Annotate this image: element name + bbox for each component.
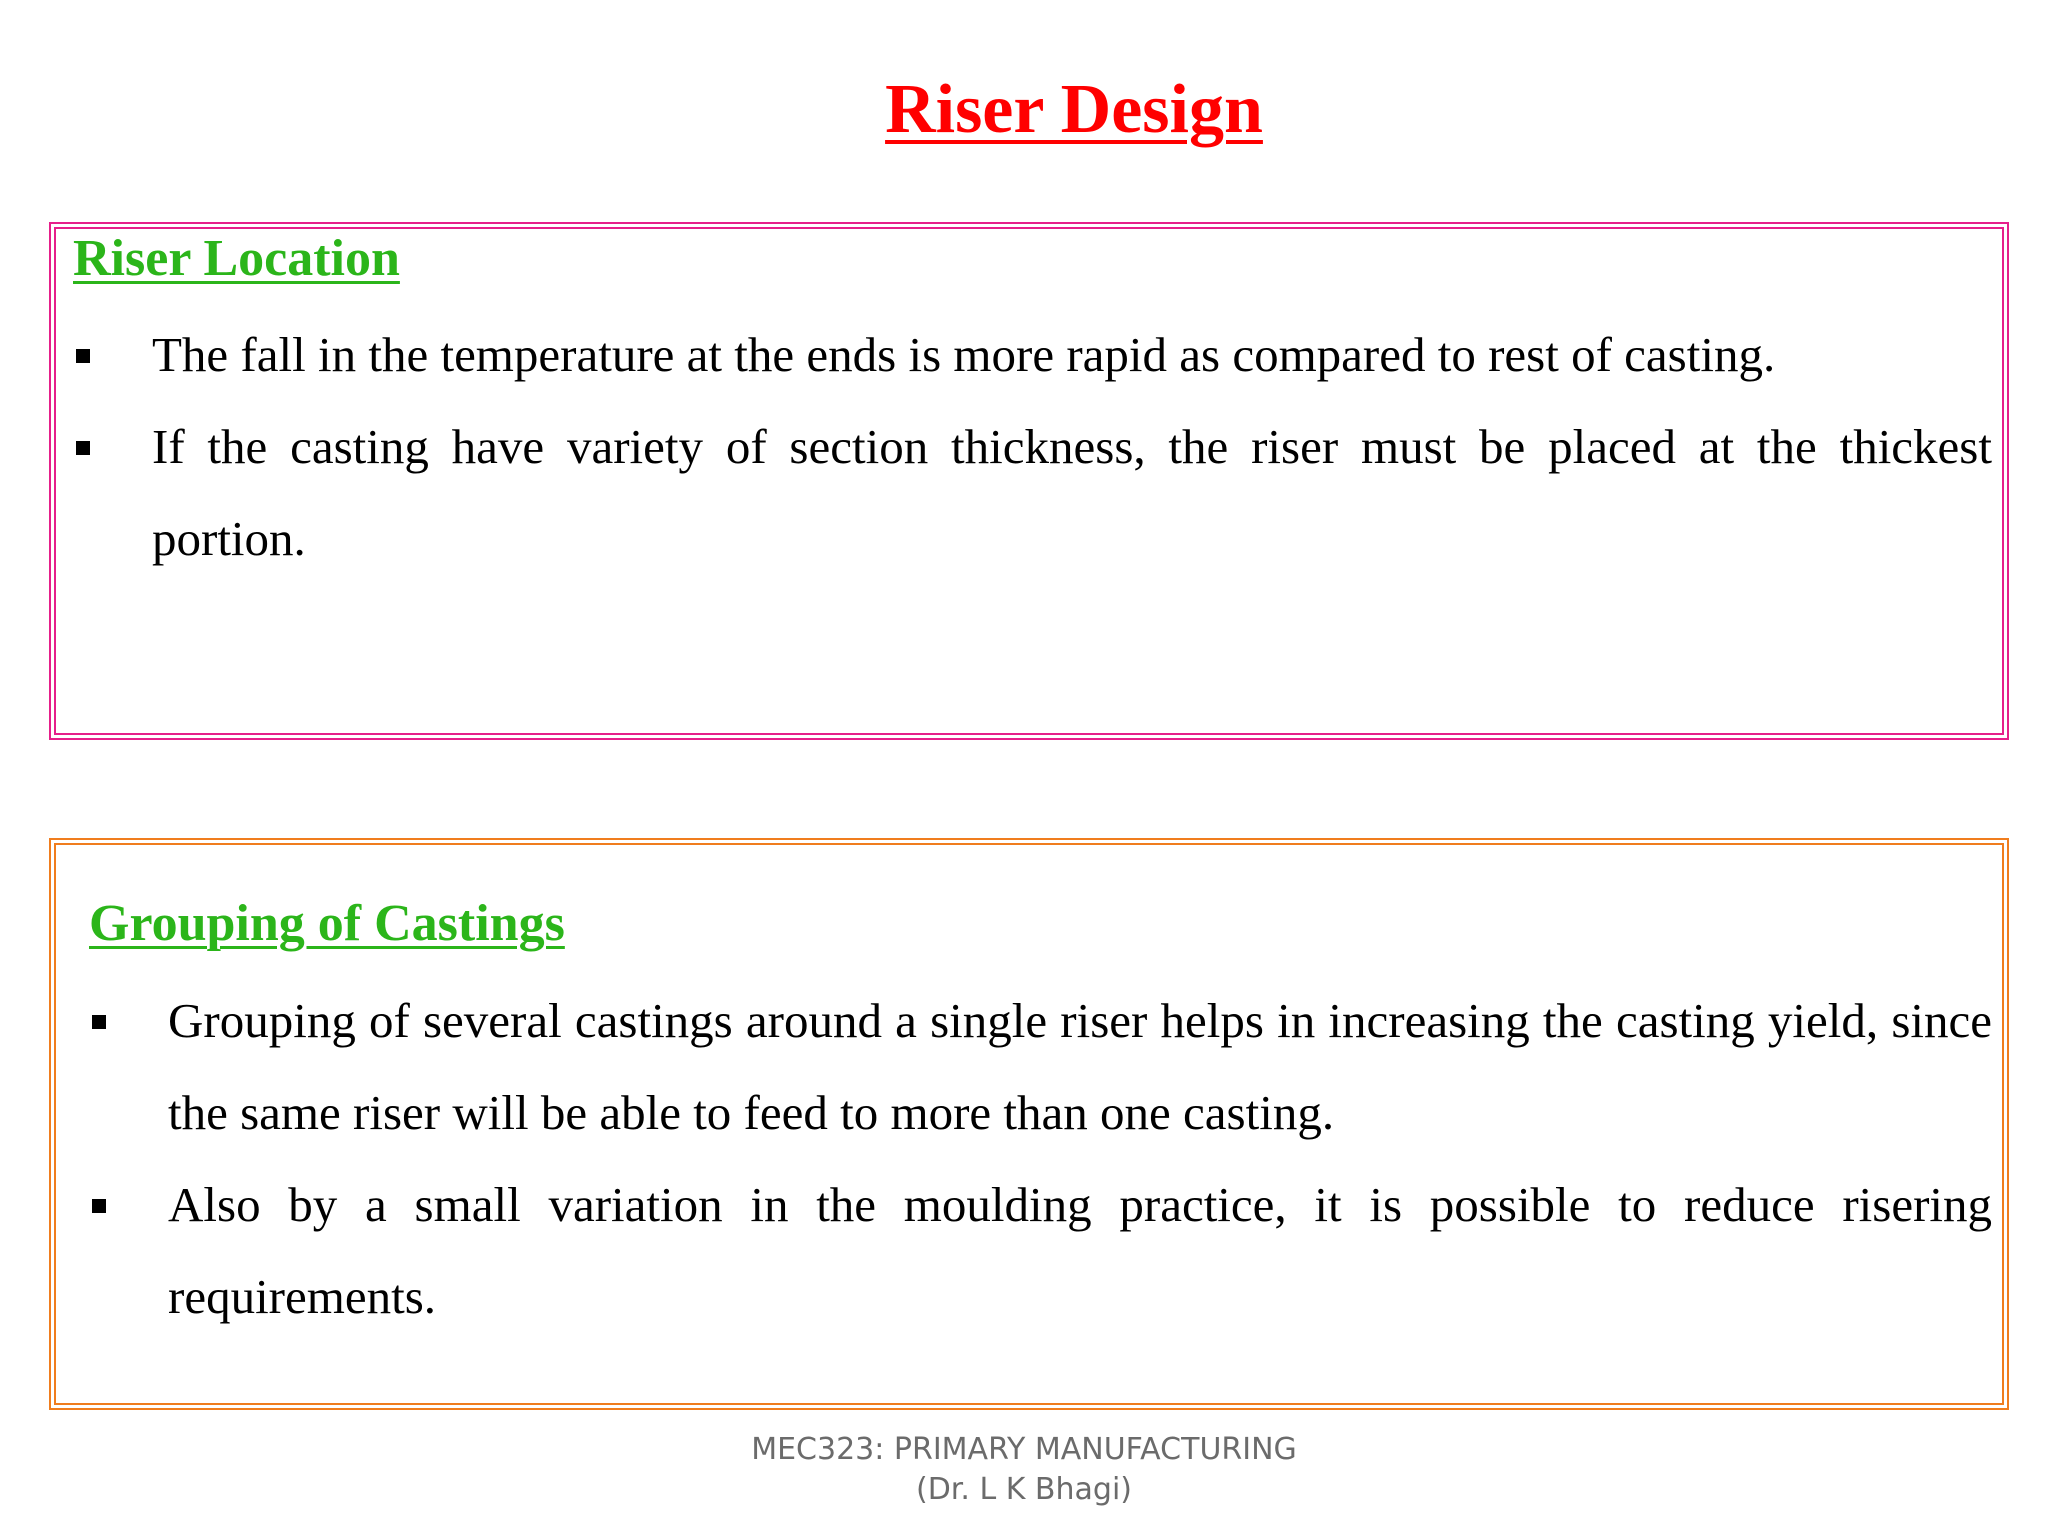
bullet-text: If the casting have variety of section thickness, the riser must be placed at the thickest portion. <box>152 419 1992 566</box>
grouping-of-castings-heading: Grouping of Castings <box>89 895 565 952</box>
riser-location-list <box>76 309 1992 585</box>
list-item <box>92 975 1992 1159</box>
footer-course: MEC323: PRIMARY MANUFACTURING <box>751 1432 1297 1467</box>
list-item <box>92 1159 1992 1343</box>
list-item <box>76 309 1992 401</box>
bullet-text: Grouping of several castings around a single riser helps in increasing the casting yield, since the same riser will be able to feed to more than one casting. <box>168 993 1992 1140</box>
bullet-text: Also by a small variation in the moulding practice, it is possible to reduce risering requirements. <box>168 1177 1992 1324</box>
riser-location-box <box>49 222 2009 740</box>
square-bullet-icon <box>92 1199 106 1213</box>
footer-instructor: (Dr. L K Bhagi) <box>916 1472 1132 1507</box>
square-bullet-icon <box>76 349 90 363</box>
grouping-of-castings-box <box>49 838 2009 1410</box>
bullet-text: The fall in the temperature at the ends is more rapid as compared to rest of casting. <box>152 327 1776 382</box>
grouping-of-castings-list <box>92 975 1992 1343</box>
list-item <box>76 401 1992 585</box>
slide-footer <box>0 1430 2048 1510</box>
square-bullet-icon <box>76 441 90 455</box>
riser-location-heading: Riser Location <box>73 230 400 287</box>
square-bullet-icon <box>92 1015 106 1029</box>
slide-title: Riser Design <box>885 71 1263 148</box>
